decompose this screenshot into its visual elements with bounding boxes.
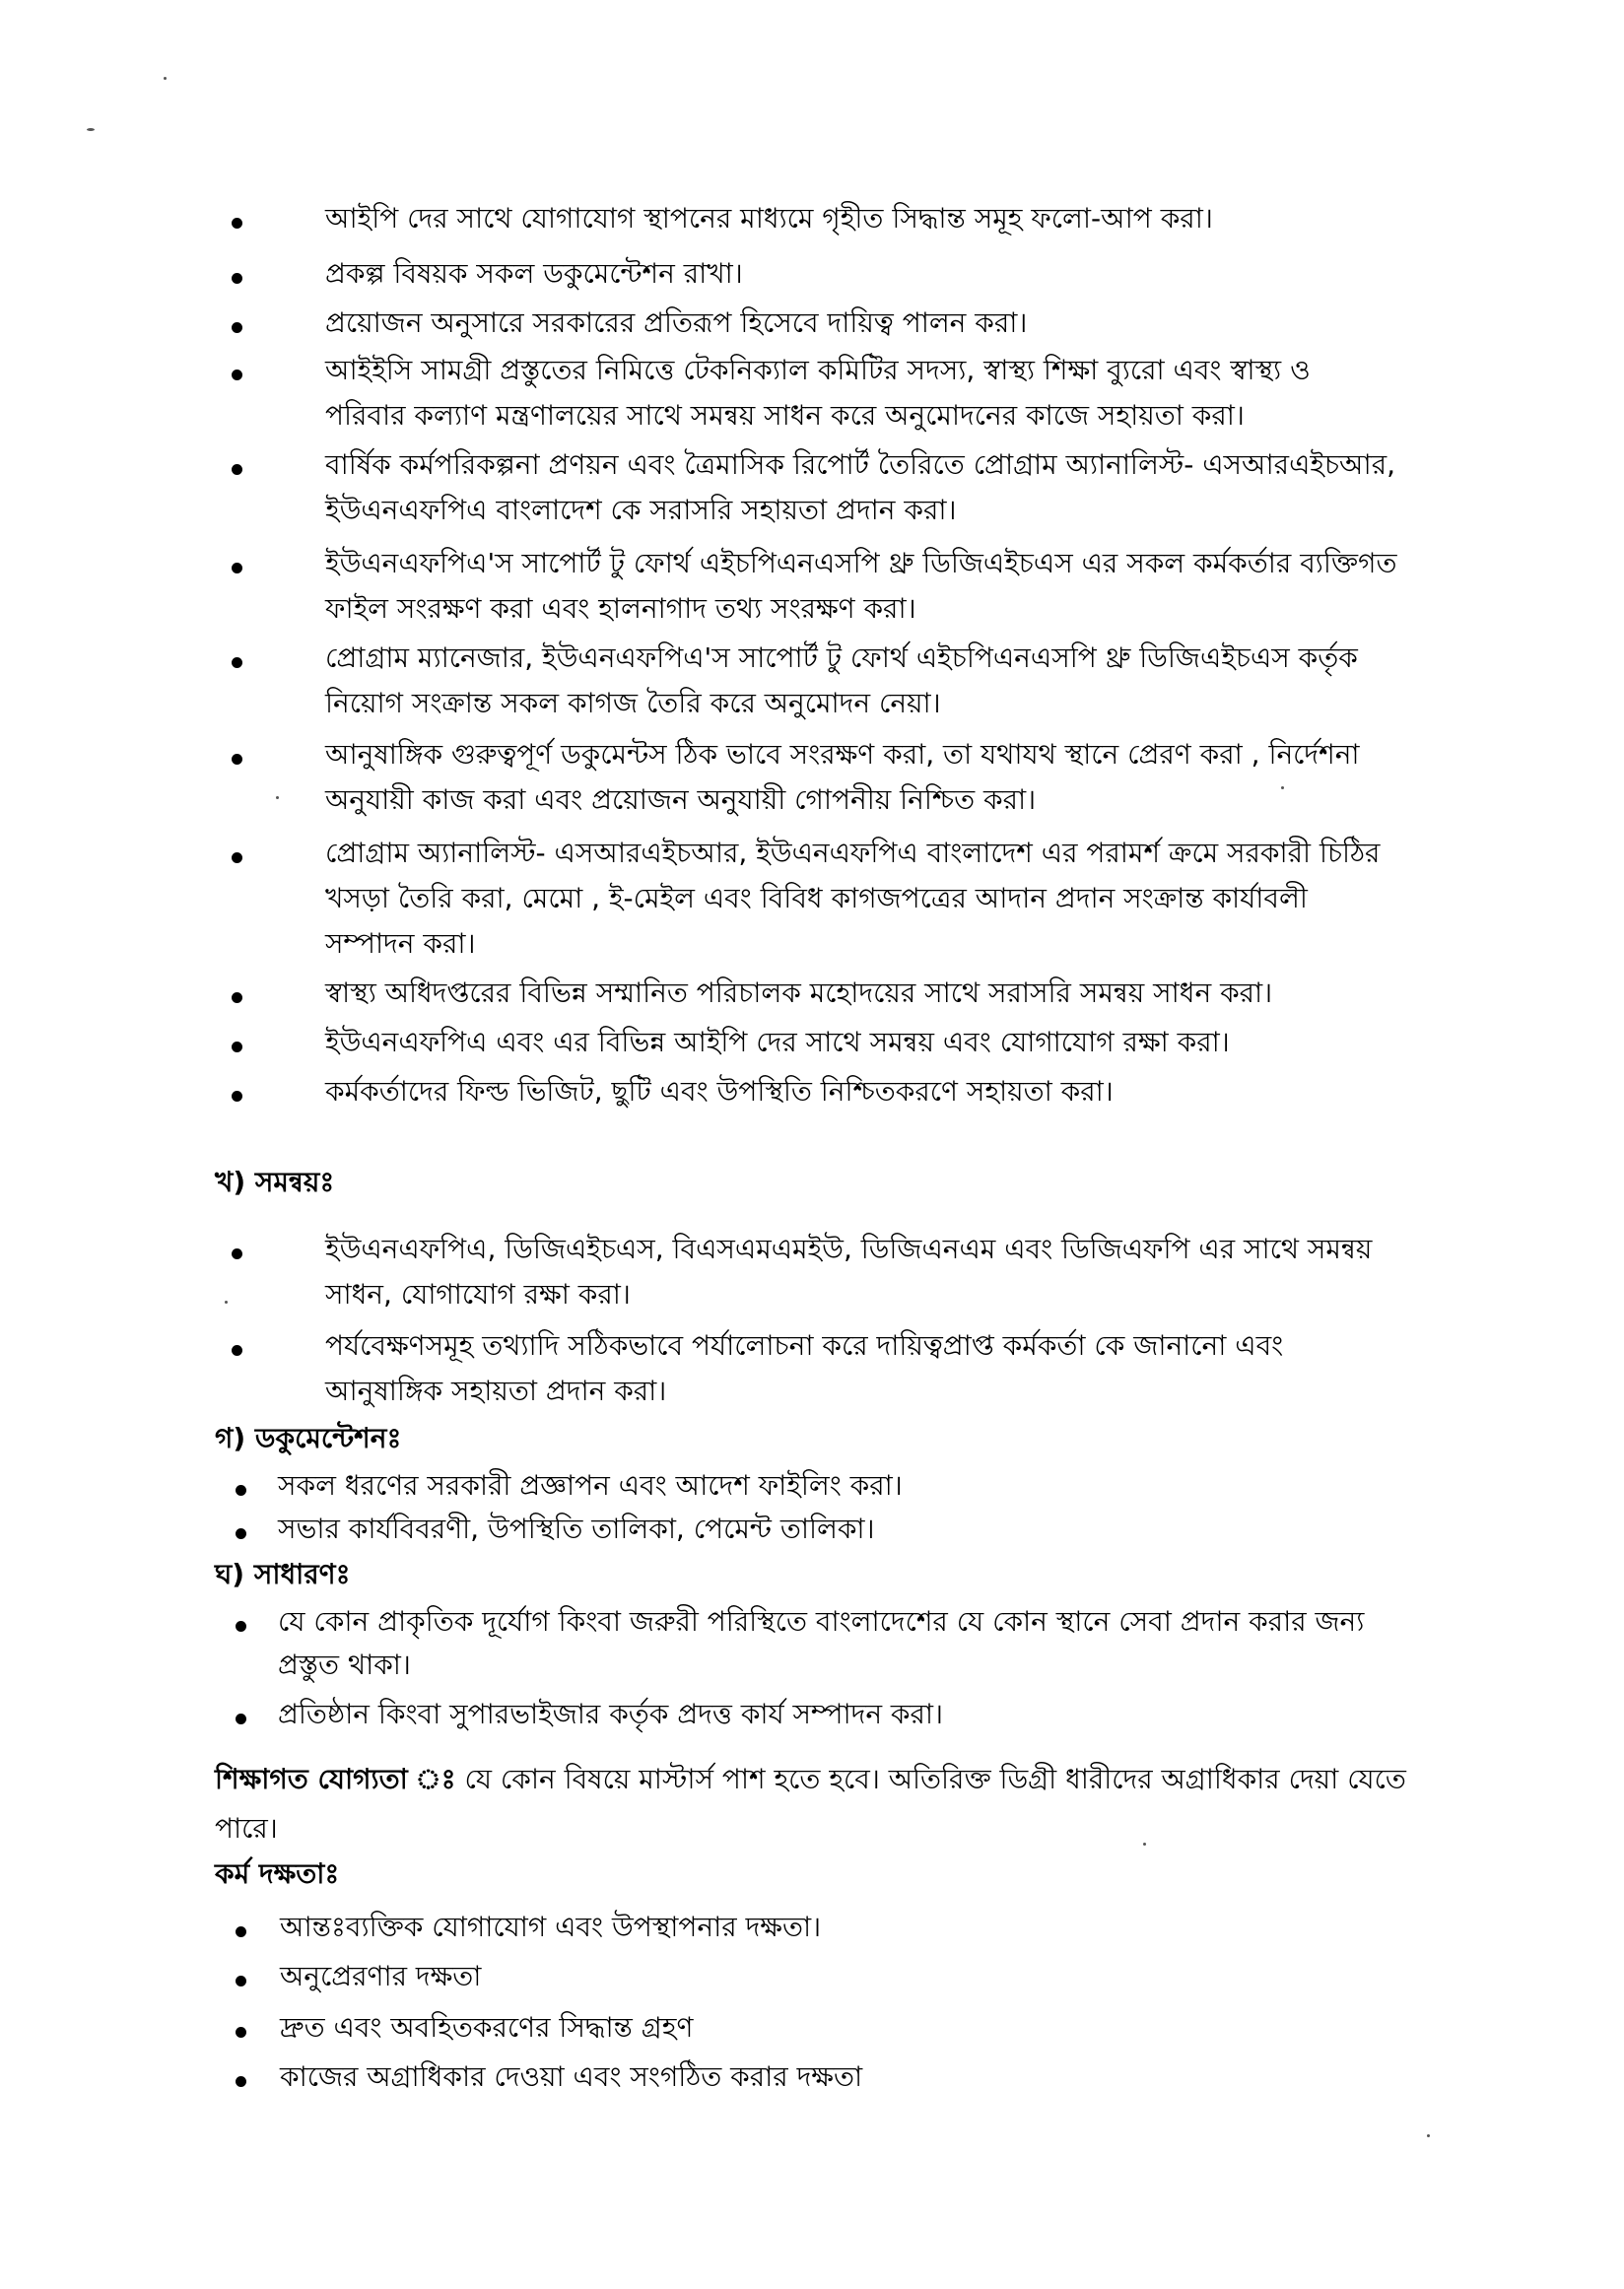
scan-speck bbox=[225, 1301, 228, 1304]
scan-speck bbox=[164, 77, 167, 80]
list-item: সভার কার্যবিবরণী, উপস্থিতি তালিকা, পেমেন্ট তালিকা। bbox=[278, 1513, 875, 1545]
skill-item: অনুপ্রেরণার দক্ষতা bbox=[280, 1960, 482, 1992]
list-item: প্রতিষ্ঠান কিংবা সুপারভাইজার কর্তৃক প্রদত্ত কার্য সম্পাদন করা। bbox=[278, 1698, 944, 1730]
bullet-icon bbox=[232, 1042, 242, 1052]
bullet-icon bbox=[232, 464, 242, 475]
skill-item: কাজের অগ্রাধিকার দেওয়া এবং সংগঠিত করার দক্ষতা bbox=[280, 2060, 863, 2093]
scan-speck bbox=[1281, 786, 1284, 789]
bullet-icon bbox=[232, 852, 242, 863]
list-item: স্বাস্থ্য অধিদপ্তরের বিভিন্ন সম্মানিত পরিচালক মহোদয়ের সাথে সরাসরি সমন্বয় সাধন করা। bbox=[325, 976, 1273, 1009]
bullet-icon bbox=[232, 322, 242, 333]
bullet-icon bbox=[232, 754, 242, 765]
scan-speck bbox=[1427, 2134, 1430, 2137]
bullet-icon bbox=[236, 1621, 246, 1632]
list-item: অনুযায়ী কাজ করা এবং প্রয়োজন অনুযায়ী গোপনীয় নিশ্চিত করা। bbox=[325, 783, 1037, 816]
bullet-icon bbox=[236, 2027, 246, 2038]
bullet-icon bbox=[236, 1485, 246, 1496]
bullet-icon bbox=[232, 1248, 242, 1259]
scan-speck bbox=[276, 796, 279, 799]
education-text: যে কোন বিষয়ে মাস্টার্স পাশ হতে হবে। অতিরিক্ত ডিগ্রী ধারীদের অগ্রাধিকার দেয়া যেতে bbox=[455, 1763, 1406, 1795]
list-item: প্রকল্প বিষয়ক সকল ডকুমেন্টেশন রাখা। bbox=[325, 257, 743, 290]
bullet-icon bbox=[232, 218, 242, 229]
list-item: আইপি দের সাথে যোগাযোগ স্থাপনের মাধ্যমে গৃহীত সিদ্ধান্ত সমূহ ফলো-আপ করা। bbox=[325, 202, 1213, 235]
section-heading-documentation: গ) ডকুমেন্টেশনঃ bbox=[215, 1422, 402, 1454]
list-item: ইউএনএফপিএ, ডিজিএইচএস, বিএসএমএমইউ, ডিজিএনএম এবং ডিজিএফপি এর সাথে সমন্বয় bbox=[325, 1233, 1373, 1265]
list-item: ফাইল সংরক্ষণ করা এবং হালনাগাদ তথ্য সংরক্ষণ করা। bbox=[325, 592, 916, 625]
section-heading-general: ঘ) সাধারণঃ bbox=[215, 1558, 351, 1590]
list-item: ইউএনএফপিএ'স সাপোর্ট টু ফোর্থ এইচপিএনএসপি থ্রু ডিজিএইচএস এর সকল কর্মকর্তার ব্যক্তিগত bbox=[325, 547, 1397, 579]
list-item: সম্পাদন করা। bbox=[325, 927, 476, 960]
bullet-icon bbox=[232, 657, 242, 668]
list-item: ইউএনএফপিএ বাংলাদেশ কে সরাসরি সহায়তা প্রদান করা। bbox=[325, 494, 957, 526]
skill-item: আন্তঃব্যক্তিক যোগাযোগ এবং উপস্থাপনার দক্ষতা। bbox=[280, 1911, 822, 1943]
section-heading-skills: কর্ম দক্ষতাঃ bbox=[215, 1857, 340, 1890]
list-item: আনুষাঙ্গিক গুরুত্বপূর্ণ ডকুমেন্টস ঠিক ভাবে সংরক্ষণ করা, তা যথাযথ স্থানে প্রেরণ করা , নির্দেশনা bbox=[325, 738, 1360, 771]
list-item: আনুষাঙ্গিক সহায়তা প্রদান করা। bbox=[325, 1375, 667, 1407]
list-item: যে কোন প্রাকৃতিক দূর্যোগ কিংবা জরুরী পরিস্থিতে বাংলাদেশের যে কোন স্থানে সেবা প্রদান করার জন্য bbox=[278, 1605, 1365, 1638]
list-item: প্রস্তুত থাকা। bbox=[278, 1649, 411, 1681]
section-heading-coordination: খ) সমন্বয়ঃ bbox=[215, 1166, 335, 1198]
list-item: বার্ষিক কর্মপরিকল্পনা প্রণয়ন এবং ত্রৈমাসিক রিপোর্ট তৈরিতে প্রোগ্রাম অ্যানালিস্ট- এসআরএইচআর, bbox=[325, 448, 1396, 481]
bullet-icon bbox=[236, 2076, 246, 2087]
list-item: নিয়োগ সংক্রান্ত সকল কাগজ তৈরি করে অনুমোদন নেয়া। bbox=[325, 687, 941, 719]
bullet-icon bbox=[232, 273, 242, 284]
list-item: পরিবার কল্যাণ মন্ত্রণালয়ের সাথে সমন্বয় সাধন করে অনুমোদনের কাজে সহায়তা করা। bbox=[325, 399, 1245, 432]
education-text-continued: পারে। bbox=[215, 1812, 278, 1845]
list-item: প্রোগ্রাম ম্যানেজার, ইউএনএফপিএ'স সাপোর্ট টু ফোর্থ এইচপিএনএসপি থ্রু ডিজিএইচএস কর্তৃক bbox=[325, 641, 1358, 674]
list-item: খসড়া তৈরি করা, মেমো , ই-মেইল এবং বিবিধ কাগজপত্রের আদান প্রদান সংক্রান্ত কার্যাবলী bbox=[325, 882, 1308, 914]
list-item: আইইসি সামগ্রী প্রস্তুতের নিমিত্তে টেকনিক্যাল কমিটির সদস্য, স্বাস্থ্য শিক্ষা ব্যুরো এবং স্বাস্থ্য ও bbox=[325, 354, 1311, 386]
bullet-icon bbox=[236, 1528, 246, 1539]
bullet-icon bbox=[232, 1345, 242, 1356]
scan-speck bbox=[87, 128, 95, 131]
list-item: প্রয়োজন অনুসারে সরকারের প্রতিরূপ হিসেবে দায়িত্ব পালন করা। bbox=[325, 306, 1028, 339]
list-item: সাধন, যোগাযোগ রক্ষা করা। bbox=[325, 1278, 631, 1311]
list-item: ইউএনএফপিএ এবং এর বিভিন্ন আইপি দের সাথে সমন্বয় এবং যোগাযোগ রক্ষা করা। bbox=[325, 1026, 1230, 1058]
education-paragraph bbox=[215, 1762, 1406, 1797]
list-item: পর্যবেক্ষণসমূহ তথ্যাদি সঠিকভাবে পর্যালোচনা করে দায়িত্বপ্রাপ্ত কর্মকর্তা কে জানানো এবং bbox=[325, 1329, 1284, 1362]
bullet-icon bbox=[232, 992, 242, 1003]
bullet-icon bbox=[236, 1926, 246, 1937]
education-label: শিক্ষাগত যোগ্যতা ঃ bbox=[215, 1763, 456, 1795]
bullet-icon bbox=[232, 563, 242, 573]
bullet-icon bbox=[236, 1976, 246, 1986]
scan-speck bbox=[1143, 1843, 1146, 1846]
bullet-icon bbox=[236, 1714, 246, 1724]
list-item: কর্মকর্তাদের ফিল্ড ভিজিট, ছুটি এবং উপস্থিতি নিশ্চিতকরণে সহায়তা করা। bbox=[325, 1075, 1114, 1108]
skill-item: দ্রুত এবং অবহিতকরণের সিদ্ধান্ত গ্রহণ bbox=[280, 2011, 694, 2044]
list-item: প্রোগ্রাম অ্যানালিস্ট- এসআরএইচআর, ইউএনএফপিএ বাংলাদেশ এর পরামর্শ ক্রমে সরকারী চিঠির bbox=[325, 837, 1381, 869]
bullet-icon bbox=[232, 1091, 242, 1102]
bullet-icon bbox=[232, 370, 242, 380]
list-item: সকল ধরণের সরকারী প্রজ্ঞাপন এবং আদেশ ফাইলিং করা। bbox=[278, 1469, 903, 1502]
